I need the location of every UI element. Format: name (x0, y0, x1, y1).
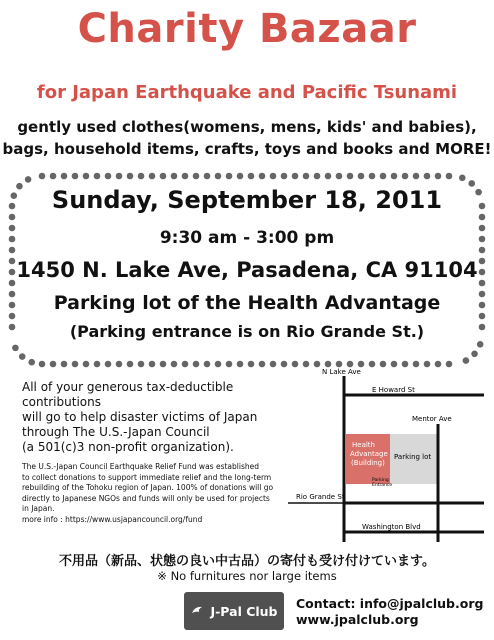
border-dot (50, 361, 57, 368)
items-line-1: gently used clothes(womens, mens, kids' and babies), (17, 118, 477, 136)
website-link[interactable]: www.jpalclub.org (296, 612, 419, 627)
border-dot (424, 173, 431, 180)
fund-note-line: to collect donations to support immediate relief and the long-term (22, 472, 272, 482)
event-address: 1450 N. Lake Ave, Pasadena, CA 91104 (16, 258, 478, 282)
border-dot (83, 361, 90, 368)
border-dot (182, 361, 189, 368)
border-dot (83, 173, 90, 180)
border-dot (149, 173, 156, 180)
border-dot (369, 173, 376, 180)
border-dot (463, 357, 470, 364)
border-dot (237, 361, 244, 368)
parking-entrance-label: Parking Entrance (372, 478, 393, 488)
border-dot (12, 345, 19, 352)
mentor-ave-label: Mentor Ave (412, 415, 452, 423)
border-dot (215, 361, 222, 368)
donation-line: through The U.S.-Japan Council (22, 425, 210, 439)
event-time: 9:30 am - 3:00 pm (159, 228, 335, 248)
border-dot (28, 359, 35, 366)
border-dot (391, 173, 398, 180)
border-dot (105, 361, 112, 368)
border-dot (160, 173, 167, 180)
border-dot (149, 361, 156, 368)
parking-lot-text: Parking lot of the Health Advantage (53, 292, 441, 314)
border-dot (204, 173, 211, 180)
border-dot (435, 173, 442, 180)
border-dot (402, 173, 409, 180)
border-dot (72, 361, 79, 368)
health-advantage-label: Health Advantage (Building) (350, 441, 388, 467)
washington-blvd-label: Washington Blvd (362, 523, 421, 531)
border-dot (39, 173, 46, 180)
border-dot (237, 173, 244, 180)
border-dot (325, 173, 332, 180)
border-dot (347, 173, 354, 180)
border-dot (116, 173, 123, 180)
border-dot (303, 173, 310, 180)
border-dot (446, 173, 453, 180)
border-dot (259, 173, 266, 180)
n-lake-ave-label: N Lake Ave (322, 368, 361, 376)
border-dot (25, 176, 32, 183)
border-dot (116, 361, 123, 368)
fund-note (22, 462, 312, 525)
fund-note-line: in Japan. (22, 504, 55, 513)
border-dot (94, 361, 101, 368)
border-dot (138, 361, 145, 368)
donation-line: All of your generous tax-deductible contributions (22, 380, 234, 409)
border-dot (19, 353, 26, 360)
border-dot (105, 173, 112, 180)
no-furniture-note: ※ No furnitures nor large items (157, 569, 337, 583)
border-dot (215, 173, 222, 180)
parking-entrance-text: (Parking entrance is on Rio Grande St.) (69, 322, 425, 341)
fund-note-line[interactable]: more info : https://www.usjapancouncil.org/fund (22, 514, 203, 524)
border-dot (281, 173, 288, 180)
border-dot (281, 361, 288, 368)
border-dot (61, 361, 68, 368)
location-map (288, 366, 484, 542)
border-dot (193, 173, 200, 180)
border-dot (226, 361, 233, 368)
border-dot (9, 214, 16, 221)
border-dot (171, 361, 178, 368)
border-dot (127, 361, 134, 368)
border-dot (204, 361, 211, 368)
e-howard-st-label: E Howard St (372, 386, 415, 394)
contact-email[interactable]: Contact: info@jpalclub.org (296, 596, 484, 611)
border-dot (358, 173, 365, 180)
border-dot (477, 341, 484, 348)
border-dot (380, 173, 387, 180)
flyer-title: Charity Bazaar (77, 6, 417, 52)
border-dot (171, 173, 178, 180)
border-dot (270, 173, 277, 180)
border-dot (259, 361, 266, 368)
fund-note-line: The U.S.-Japan Council Earthquake Relief Fund was established (22, 462, 259, 471)
rio-grande-st-label: Rio Grande St (296, 493, 345, 501)
japanese-donation-note: 不用品（新品、状態の良い中古品）の寄付も受け付けています。 (59, 554, 435, 569)
border-dot (94, 173, 101, 180)
border-dot (248, 361, 255, 368)
donation-text (22, 380, 312, 455)
parking-lot-label: Parking lot (394, 453, 432, 461)
border-dot (270, 361, 277, 368)
border-dot (413, 173, 420, 180)
border-dot (336, 173, 343, 180)
fund-note-line: directly to Japanese NGOs and funds will only be used for projects (22, 493, 270, 503)
border-dot (39, 361, 46, 368)
fund-note-line: rebuilding of the Tohoku region of Japan. 100% of donations will go (22, 483, 274, 492)
flyer-subtitle: for Japan Earthquake and Pacific Tsunami (36, 82, 458, 103)
border-dot (479, 214, 486, 221)
border-dot (127, 173, 134, 180)
event-date: Sunday, September 18, 2011 (51, 186, 443, 214)
border-dot (182, 173, 189, 180)
border-dot (50, 173, 57, 180)
border-dot (193, 361, 200, 368)
jpal-club-logo (184, 592, 284, 630)
contact-info (296, 596, 483, 628)
items-line-2: bags, household items, crafts, toys and books and MORE! (2, 140, 492, 158)
border-dot (459, 175, 466, 182)
logo-text: J-Pal Club (210, 603, 278, 619)
dove-icon (190, 604, 204, 618)
donation-line: will go to help disaster victims of Japan (22, 410, 258, 424)
border-dot (292, 173, 299, 180)
border-dot (160, 361, 167, 368)
border-dot (61, 173, 68, 180)
border-dot (314, 173, 321, 180)
border-dot (226, 173, 233, 180)
donation-line: (a 501(c)3 non-profit organization). (22, 440, 234, 454)
border-dot (138, 173, 145, 180)
border-dot (471, 350, 478, 357)
border-dot (248, 173, 255, 180)
border-dot (72, 173, 79, 180)
